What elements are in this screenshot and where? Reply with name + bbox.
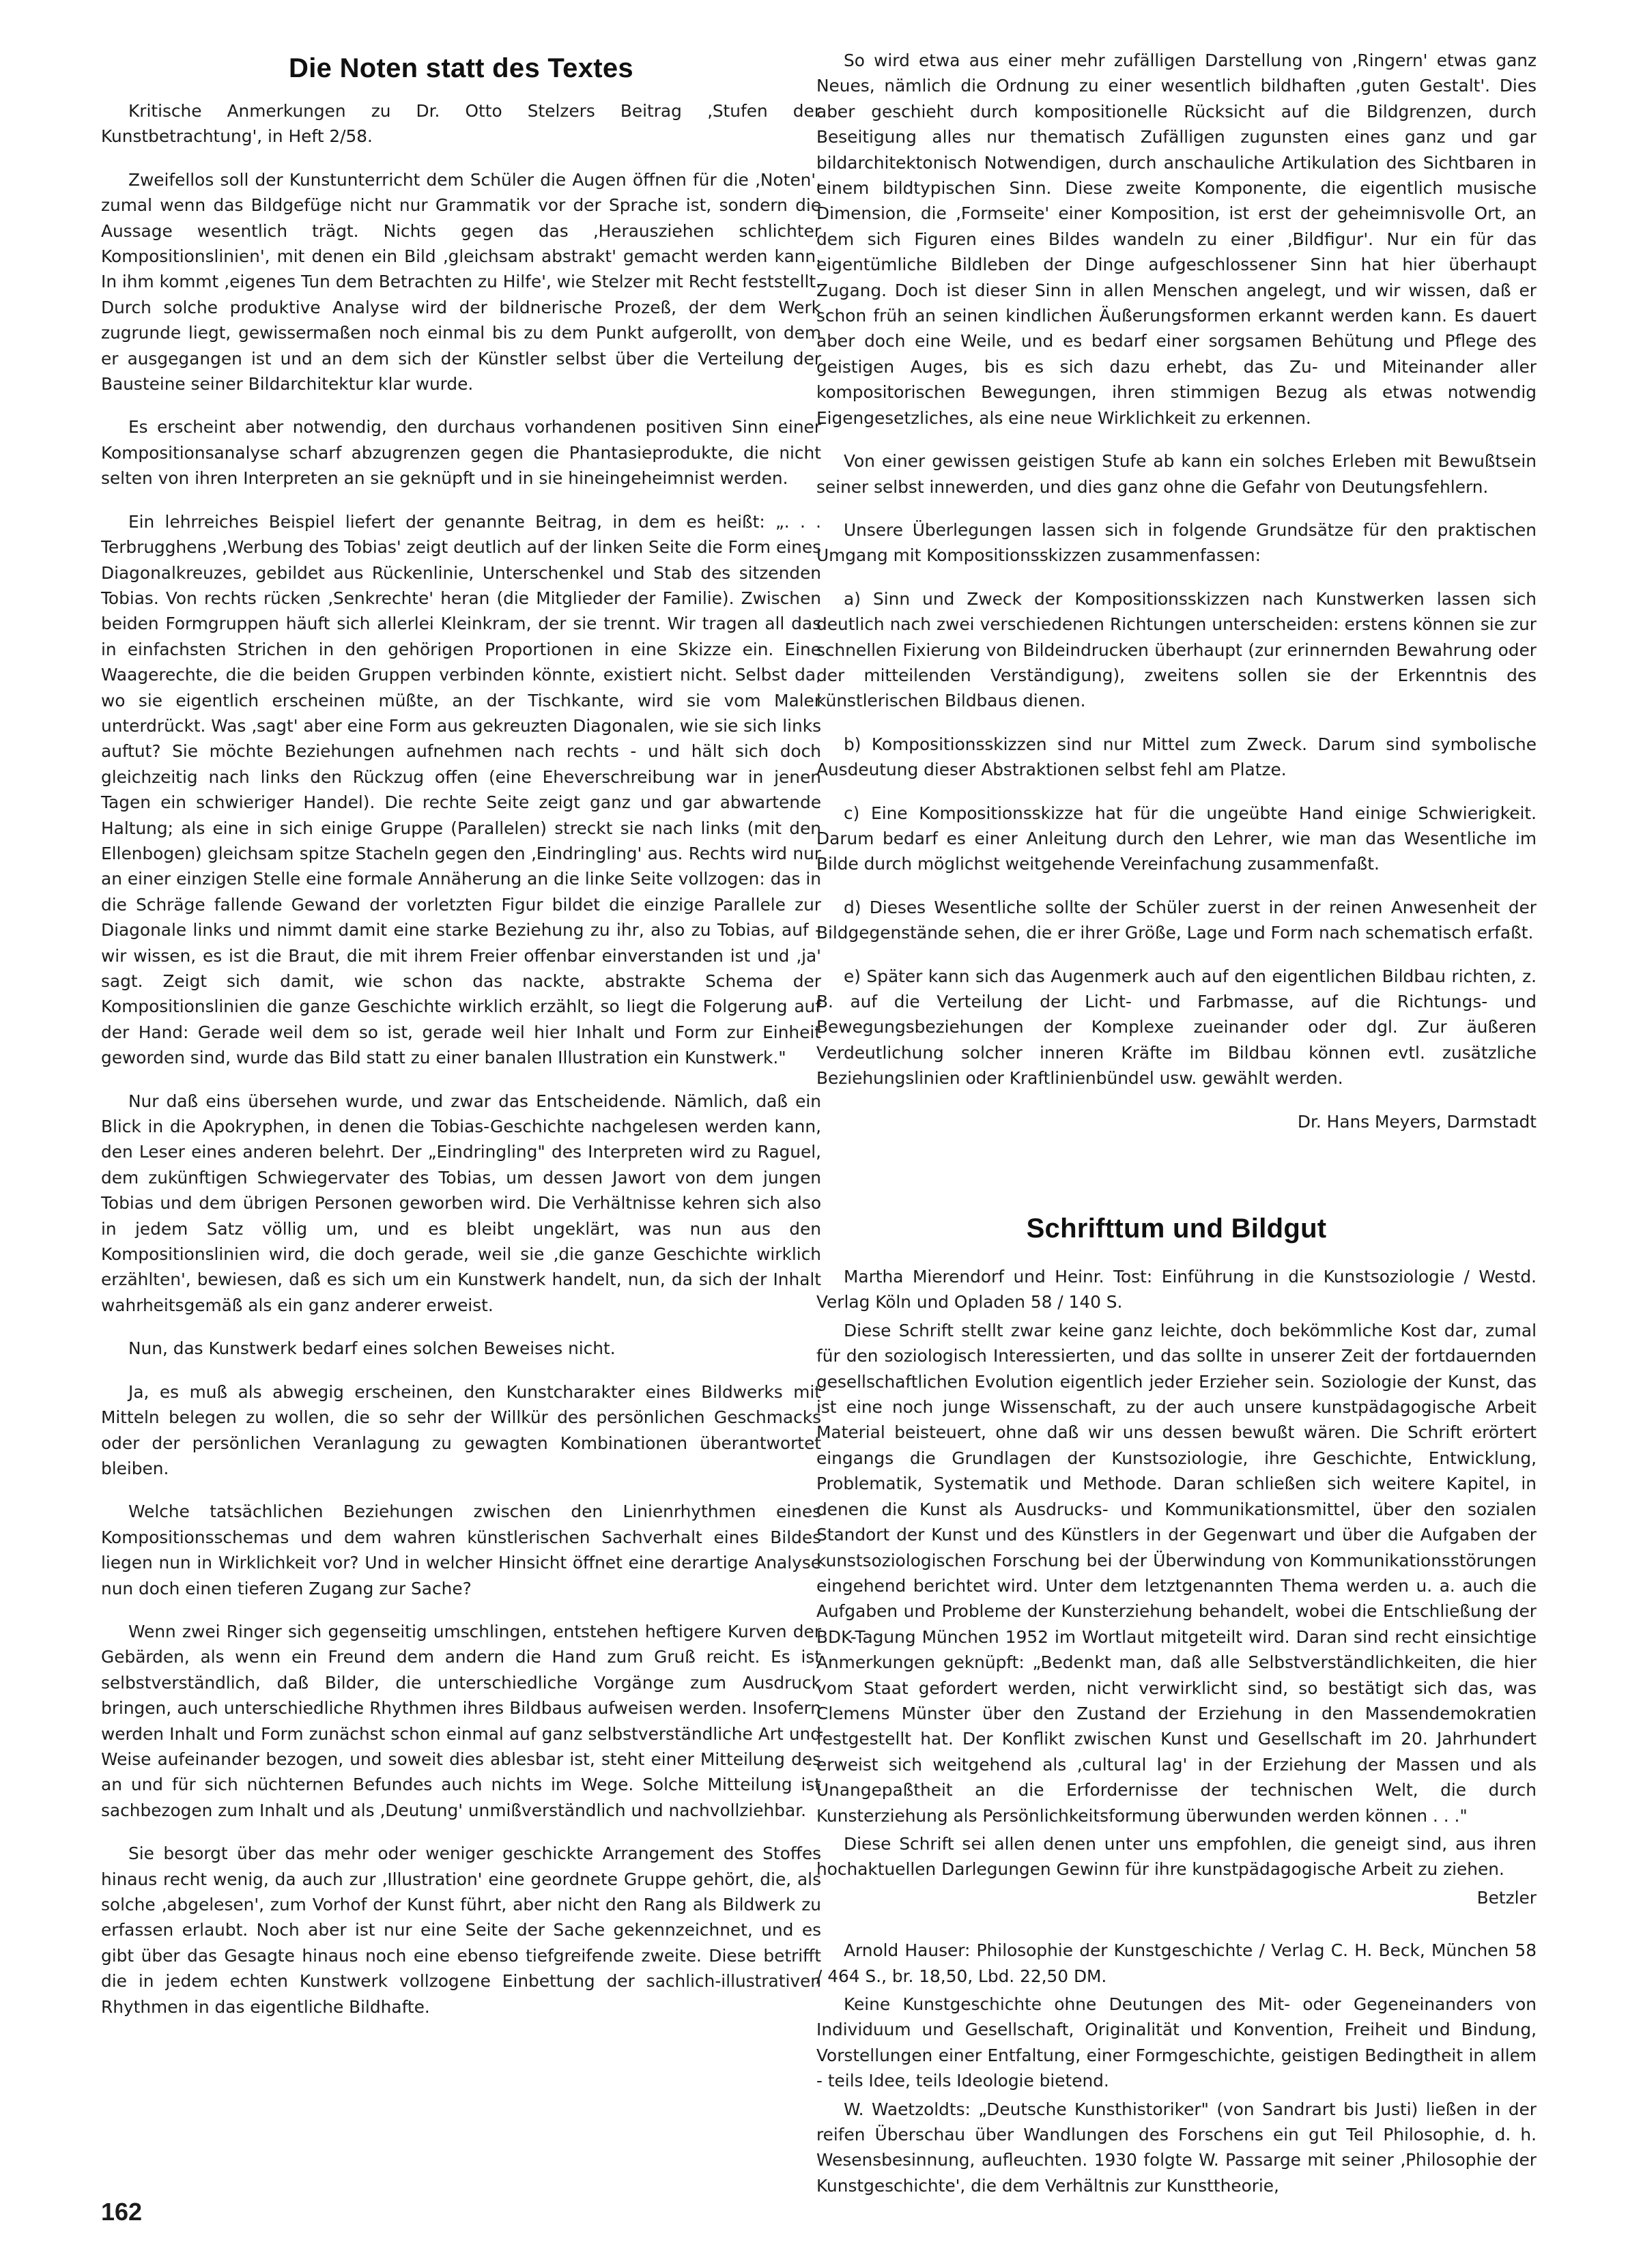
principle-item: d) Dieses Wesentliche sollte der Schüler zuerst in der reinen Anwesenheit der Bildgegenstände sehen, die er ihrer Größe, Lage und Form nach schematisch erfaßt. — [816, 897, 1537, 943]
article-paragraph: Sie besorgt über das mehr oder weniger geschickte Arrangement des Stoffes hinaus recht wenig, da auch zur ‚Illustration' eine geordnete Gruppe gehört, die, als solche ‚abgelesen', zum Vorhof der Kunst führt, aber nicht den Rang als Bildwerk zu erfassen erlaubt. Noch aber ist nur eine Seite der Sache gekennzeichnet, und es gibt über das Gesagte hinaus noch eine ebenso tiefgreifende zweite. Diese betrifft die in jedem echten Kunstwerk vollzogene Einbettung der sachlich-illustrativen Rhythmen in das eigentliche Bildhafte. — [101, 1843, 821, 2017]
article-paragraph: Nun, das Kunstwerk bedarf eines solchen Beweises nicht. — [128, 1338, 616, 1359]
principle-item: e) Später kann sich das Augenmerk auch auf den eigentlichen Bildbau richten, z. B. auf die Verteilung der Licht- und Farbmasse, auf die Richtungs- und Bewegungsbeziehungen der Komplexe zueinander oder dgl. Zur äußeren Verdeutlichung solcher inneren Kräfte im Bildbau können evtl. zusätzliche Beziehungslinien oder Kraftlinienbündel usw. gewählt werden. — [816, 966, 1537, 1089]
article-paragraph: Unsere Überlegungen lassen sich in folgende Grundsätze für den praktischen Umgang mit Kompositionsskizzen zusammenfassen: — [816, 519, 1537, 566]
review-citation: Arnold Hauser: Philosophie der Kunstgeschichte / Verlag C. H. Beck, München 58 / 464 S., br. 18,50, Lbd. 22,50 DM. — [816, 1940, 1537, 1986]
article-paragraph: Von einer gewissen geistigen Stufe ab kann ein solches Erleben mit Bewußtsein seiner selbst innewerden, und dies ganz ohne die Gefahr von Deutungsfehlern. — [816, 451, 1537, 497]
principle-item: c) Eine Kompositionsskizze hat für die ungeübte Hand einige Schwierigkeit. Darum bedarf es einer Anleitung durch den Lehrer, wie man das Wesentliche im Bilde durch möglichst weitgehende Vereinfachung zusammenfaßt. — [816, 803, 1537, 874]
review-paragraph: Diese Schrift stellt zwar keine ganz leichte, doch bekömmliche Kost dar, zumal für den soziologisch Interessierten, und das sollte in unserer Zeit der fortdauernden gesellschaftlichen Evolution eigentlich jeder Erzieher sein. Soziologie der Kunst, das ist eine noch junge Wissenschaft, zu der auch unsere kunstpädagogische Arbeit Material beisteuert, ohne daß wir uns dessen bewußt wären. Die Schrift erörtert eingangs die Grundlagen der Kunstsoziologie, ihre Geschichte, Entwicklung, Problematik, Systematik und Methode. Daran schließen sich weitere Kapitel, in denen die Kunst als Ausdrucks- und Kommunikationsmittel, über den sozialen Standort der Kunst und des Künstlers in der Gegenwart und über die Aufgaben der kunstsoziologischen Forschung bei der Überwindung von Kommunikationsstörungen eingehend berichtet wird. Unter dem letztgenannten Thema werden u. a. auch die Aufgaben und Probleme der Kunsterziehung behandelt, wobei die Entschließung der BDK-Tagung München 1952 im Wortlaut mitgeteilt wird. Daran sind recht einsichtige Anmerkungen geknüpft: „Bedenkt man, daß alle Selbstverständlichkeiten, die hier vom Staat gefordert werden, nicht verwirklicht sind, so bestätigt sich das, was Clemens Münster über den Zustand der Erziehung in den Massendemokratien festgestellt hat. Der Konflikt zwischen Kunst und Gesellschaft im 20. Jahrhundert erweist sich weitgehend als ‚cultural lag' in der Erziehung der Massen und als Unangepaßtheit an die Erfordernisse der technischen Welt, die durch Kunsterziehung als Persönlichkeitsformung überwunden werden können . . ." — [816, 1320, 1537, 1826]
review-paragraph: Diese Schrift sei allen denen unter uns empfohlen, die geneigt sind, aus ihren hochaktuellen Darlegungen Gewinn für ihre kunstpädagogische Arbeit zu ziehen. — [816, 1833, 1537, 1880]
review-paragraph: Keine Kunstgeschichte ohne Deutungen des Mit- oder Gegeneinanders von Individuum und Gesellschaft, Originalität und Konvention, Freiheit und Bindung, Vorstellungen einer Entfaltung, einer Formgeschichte, geistigen Bedingtheit in allem - teils Idee, teils Ideologie bietend. — [816, 1994, 1537, 2091]
principle-item: a) Sinn und Zweck der Kompositionsskizzen nach Kunstwerken lassen sich deutlich nach zwei verschiedenen Richtungen unterscheiden: erstens können sie zur schnellen Fixierung von Bildeindrucken überhaupt (zur erinnernden Bewahrung oder der mitteilenden Verständigung), zweitens sollen sie der Erkenntnis des künstlerischen Bildbaus dienen. — [816, 588, 1537, 711]
review-citation: Martha Mierendorf und Heinr. Tost: Einführung in die Kunstsoziologie / Westd. Verlag Köln und Opladen 58 / 140 S. — [816, 1267, 1537, 1312]
principle-item: b) Kompositionsskizzen sind nur Mittel zum Zweck. Darum sind symbolische Ausdeutung dieser Abstraktionen selbst fehl am Platze. — [816, 734, 1537, 780]
right-column — [816, 48, 1537, 2201]
article-paragraph: Welche tatsächlichen Beziehungen zwischen den Linienrhythmen eines Kompositionsschemas und dem wahren künstlerischen Sachverhalt eines Bildes liegen nun in Wirklichkeit vor? Und in welcher Hinsicht öffnet eine derartige Analyse nun doch einen tieferen Zugang zur Sache? — [101, 1502, 821, 1598]
article-paragraph: Ja, es muß als abwegig erscheinen, den Kunstcharakter eines Bildwerks mit Mitteln belegen zu wollen, die so sehr der Willkür des persönlichen Geschmacks oder der persönlichen Veranlagung zu gewagten Kombinationen überantwortet bleiben. — [101, 1381, 821, 1478]
article-paragraph: Wenn zwei Ringer sich gegenseitig umschlingen, entstehen heftigere Kurven der Gebärden, als wenn ein Freund dem andern die Hand zum Gruß reicht. Es ist selbstverständlich, daß Bilder, die unterschiedliche Vorgänge zum Ausdruck bringen, auch unterschiedliche Rhythmen ihres Bildbaus aufweisen werden. Insofern werden Inhalt und Form zunächst schon einmal auf ganz selbstverständliche Art und Weise aufeinander bezogen, und soweit dies ablesbar ist, steht einer Mitteilung des an und für sich nüchternen Befundes auch nichts im Wege. Solche Mitteilung ist sachbezogen zum Inhalt und als ‚Deutung' unmißverständlich und nachvollziehbar. — [101, 1621, 821, 1820]
review-paragraph: W. Waetzoldts: „Deutsche Kunsthistoriker" (von Sandrart bis Justi) ließen in der reifen Überschau über Wandlungen des Forschens ein gut Teil Philosophie, d. h. Wesensbesinnung, aufleuchten. 1930 folgte W. Passarge mit seiner ‚Philosophie der Kunstgeschichte', die dem Verhältnis zur Kunsttheorie, — [816, 2099, 1537, 2196]
article-subtitle: Kritische Anmerkungen zu Dr. Otto Stelzers Beitrag ‚Stufen der Kunstbetrachtung', in Heft 2/58. — [101, 101, 821, 147]
article-paragraph: Zweifellos soll der Kunstunterricht dem Schüler die Augen öffnen für die ‚Noten', zumal wenn das Bildgefüge nicht nur Grammatik vor der Sprache ist, sondern die Aussage wesentlich trägt. Nichts gegen das ‚Herausziehen schlichter Kompositionslinien', mit denen ein Bild ‚gleichsam abstrakt' gemacht werden kann. In ihm kommt ‚eigenes Tun dem Betrachten zu Hilfe', wie Stelzer mit Recht feststellt. Durch solche produktive Analyse wird der bildnerische Prozeß, der dem Werk zugrunde liegt, gewissermaßen noch einmal bis zu dem Punkt aufgerollt, von dem er ausgegangen ist und an dem sich der Künstler selbst über die Verteilung der Bausteine seiner Bildarchitektur klar wurde. — [101, 169, 821, 394]
article-paragraph: Es erscheint aber notwendig, den durchaus vorhandenen positiven Sinn einer Kompositionsanalyse scharf abzugrenzen gegen die Phantasieprodukte, die nicht selten von ihren Interpreten an sie geknüpft und in sie hineingeheimnist werden. — [101, 417, 821, 489]
article-title: Die Noten statt des Textes — [289, 53, 633, 83]
article-paragraph: Ein lehrreiches Beispiel liefert der genannte Beitrag, in dem es heißt: „. . . Terbrugghens ‚Werbung des Tobias' zeigt deutlich auf der linken Seite die Form eines Diagonalkreuzes, gebildet aus Rückenlinie, Unterschenkel und Stab des sitzenden Tobias. Von rechts rücken ‚Senkrechte' heran (die Mitglieder der Familie). Zwischen beiden Formgruppen häuft sich allerlei Kleinkram, der sie trennt. Wir tragen all das in einfachsten Strichen in den gehörigen Proportionen in eine Skizze ein. Eine Waagerechte, die die beiden Gruppen verbinden könnte, existiert nicht. Selbst da, wo sie eigentlich erscheinen müßte, an der Tischkante, wird sie vom Maler unterdrückt. Was ‚sagt' aber eine Form aus gekreuzten Diagonalen, wie sie sich links auftut? Sie möchte Beziehungen aufnehmen nach rechts - und hält sich doch gleichzeitig nach links den Rückzug offen (eine Eheverschreibung war in jenen Tagen ein schwieriger Handel). Die rechte Seite zeigt ganz und gar abwartende Haltung; als eine in sich einige Gruppe (Parallelen) streckt sie nach links (mit den Ellenbogen) gleichsam spitze Stacheln gegen den ‚Eindringling' aus. Rechts wird nur an einer einzigen Stelle eine formale Annäherung an die linke Seite vollzogen: das in die Schräge fallende Gewand der vorletzten Figur bildet die einzige Parallele zur Diagonale links und nimmt damit eine starke Beziehung zu ihr, also zu Tobias, auf - wir wissen, es ist die Braut, die mit ihrem Freier offenbar einverstanden ist und ‚ja' sagt. Zeigt sich damit, wie schon das nackte, abstrakte Schema der Kompositionslinien die ganze Geschichte wirklich erzählt, so liegt die Folgerung auf der Hand: Gerade weil dem so ist, gerade weil hier Inhalt und Form zur Einheit geworden sind, wurde das Bild statt zu einer banalen Illustration ein Kunstwerk." — [101, 511, 821, 1068]
article-paragraph: Nur daß eins übersehen wurde, und zwar das Entscheidende. Nämlich, daß ein Blick in die Apokryphen, in denen die Tobias-Geschichte nachgelesen werden kann, den Leser eines anderen belehrt. Der „Eindringling" des Interpreten wird zu Raguel, dem zukünftigen Schwiegervater des Tobias, um dessen Jawort von dem jungen Tobias und dem übrigen Personen geworben wird. Die Verhältnisse kehren sich also in jedem Satz völlig um, und es bleibt ungeklärt, was nun aus den Kompositionslinien wird, die doch gerade, weil sie ‚die ganze Geschichte wirklich erzählten', bewiesen, daß es sich um ein Kunstwerk handelt, nun, da sich der Inhalt wahrheitsgemäß als ein ganz anderer erweist. — [101, 1091, 821, 1315]
article-paragraph: So wird etwa aus einer mehr zufälligen Darstellung von ‚Ringern' etwas ganz Neues, nämlich die Ordnung zu einer wesentlich bildhaften ‚guten Gestalt'. Dies aber geschieht durch kompositionelle Rücksicht auf die Bildgrenzen, durch Beseitigung alles nur thematisch Zufälligen zugunsten eines ganz und gar bildarchitektonisch Notwendigen, durch anschauliche Artikulation des Sichtbaren in einem bildtypischen Sinn. Diese zweite Komponente, die eigentlich musische Dimension, die ‚Formseite' einer Komposition, ist erst der geheimnisvolle Ort, an dem sich Figuren eines Bildes wandeln zu einer ‚Bildfigur'. Nur ein für das eigentümliche Bildleben der Dinge aufgeschlossener Sinn hat hier überhaupt Zugang. Doch ist dieser Sinn in allen Menschen angelegt, und wir wissen, daß er schon früh an seinen kindlichen Äußerungsformen erkannt werden kann. Es dauert aber doch eine Weile, und es bedarf einer sorgsamen Behütung und Pflege des geistigen Auges, bis es sich dazu erhebt, das Zu- und Miteinander aller kompositorischen Bewegungen, ihren stimmigen Bezug als etwas notwendig Eigengesetzliches, als eine neue Wirklichkeit zu erkennen. — [816, 51, 1537, 428]
section-heading: Schrifttum und Bildgut — [1026, 1214, 1327, 1244]
review-author: Betzler — [1476, 1887, 1537, 1908]
left-column — [101, 48, 821, 2037]
article-author: Dr. Hans Meyers, Darmstadt — [1297, 1111, 1537, 1132]
page-number: 162 — [101, 2198, 143, 2226]
